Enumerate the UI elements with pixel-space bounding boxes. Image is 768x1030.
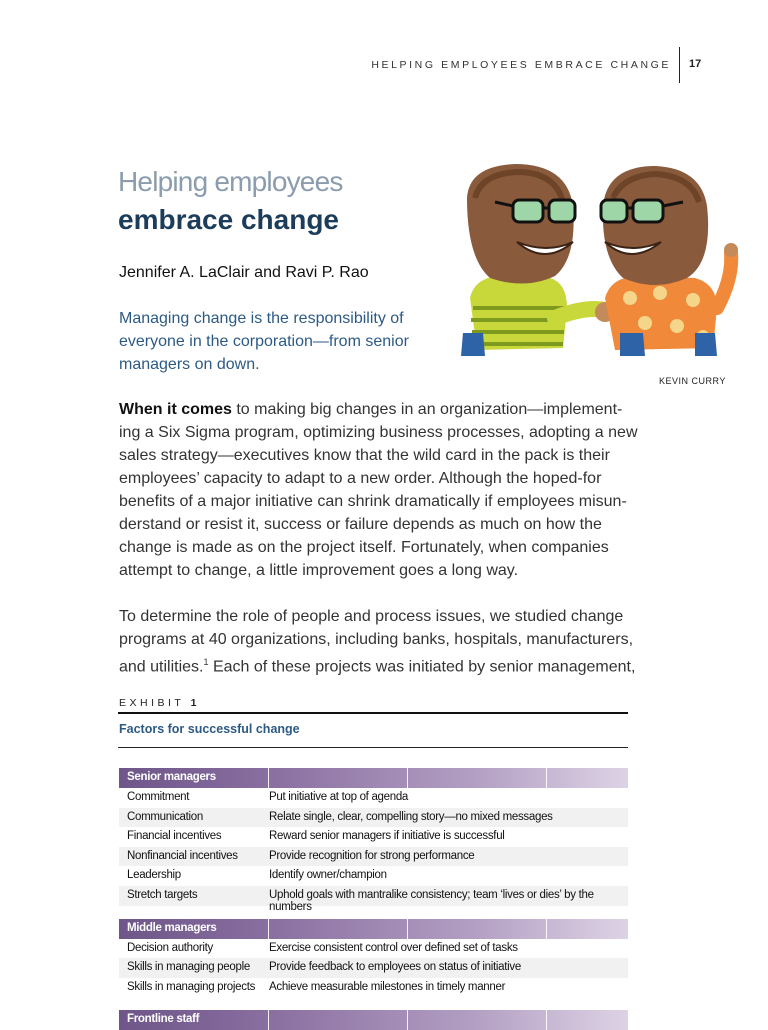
table-row [119, 866, 628, 886]
exhibit-top-rule [118, 712, 628, 714]
action-cell: Provide recognition for strong performance [269, 849, 475, 862]
illustration-credit: KEVIN CURRY [659, 376, 726, 386]
action-cell: Relate single, clear, compelling story—no mixed messages [269, 810, 553, 823]
section-heading-label: Senior managers [127, 771, 216, 783]
running-header [0, 57, 768, 85]
table-row [119, 939, 628, 959]
table-row [119, 847, 628, 867]
action-cell: Provide feedback to employees on status of initiative [269, 961, 521, 974]
table-row [119, 958, 628, 978]
action-cell: Put initiative at top of agenda [269, 791, 409, 803]
article-deck: Managing change is the responsibility of everyone in the corporation—from senior managers on down. [119, 310, 409, 373]
two-figures-illustration [455, 158, 745, 368]
exhibit-number: 1 [190, 697, 197, 709]
action-cell: Reward senior managers if initiative is successful [269, 830, 505, 843]
table-row [119, 978, 628, 998]
section-heading-label: Middle managers [127, 921, 217, 934]
paragraph-1-text: to making big changes in an organization—implement-ing a Six Sigma program, optimizing business processes, adopting a new sales strategy—executives know that the wild card in the pack is their employees’ capacity to adapt to a new order. Although the hoped-for benefits of a major initiative can shrink dramatically if employees misun-derstand or resist it, success or failure depends as much on how the change is made as on the project itself. Fortunately, when companies attempt to change, a little improvement goes a long way. [119, 401, 638, 579]
table-row [119, 788, 628, 808]
section-heading-label: Frontline staff [127, 1013, 200, 1026]
factor-cell: Decision authority [127, 941, 214, 954]
page-number: 17 [689, 58, 702, 70]
section-heading-senior-managers [119, 768, 628, 788]
factors-table [119, 768, 628, 1030]
action-cell: Uphold goals with mantralike consistency; team ‘lives or dies’ by the numbers [269, 888, 594, 913]
body-paragraph-2 [119, 605, 639, 678]
factor-cell: Skills in managing projects [127, 980, 256, 993]
factor-cell: Financial incentives [127, 830, 222, 843]
action-cell: Identify owner/champion [269, 869, 387, 882]
article-title-line1: Helping employees [118, 166, 343, 197]
illustration-two-figures-image [455, 158, 745, 368]
section-heading-middle-managers [119, 919, 628, 939]
table-row [119, 808, 628, 828]
table-row [119, 827, 628, 847]
action-cell: Exercise consistent control over defined set of tasks [269, 941, 518, 954]
paragraph-lead-in: When it comes [119, 401, 232, 418]
factor-cell: Skills in managing people [127, 961, 250, 974]
table-row [119, 886, 628, 913]
factor-cell: Stretch targets [127, 888, 198, 901]
exhibit-label: EXHIBIT 1 [119, 697, 197, 709]
action-cell: Achieve measurable milestones in timely manner [269, 980, 506, 993]
factor-cell: Communication [127, 810, 203, 823]
paragraph-2-text-b: Each of these projects was initiated by senior management, [208, 658, 636, 676]
article-authors: Jennifer A. LaClair and Ravi P. Rao [119, 264, 369, 281]
factor-cell: Leadership [127, 869, 181, 882]
factor-cell: Commitment [127, 791, 190, 803]
exhibit-title-rule [118, 747, 628, 748]
paragraph-2-text-a: To determine the role of people and process issues, we studied change programs at 40 organizations, including banks, hospitals, manufacturers, and utilities. [119, 608, 634, 676]
factor-cell: Nonfinancial incentives [127, 849, 238, 862]
body-paragraph-1 [119, 398, 639, 582]
footnote-ref[interactable]: 1 [203, 657, 209, 667]
section-heading-frontline-staff [119, 1010, 628, 1030]
article-title-line2: embrace change [118, 204, 339, 235]
running-header-title: HELPING EMPLOYEES EMBRACE CHANGE [371, 59, 671, 71]
exhibit-title: Factors for successful change [119, 722, 300, 736]
running-header-divider [679, 47, 680, 83]
